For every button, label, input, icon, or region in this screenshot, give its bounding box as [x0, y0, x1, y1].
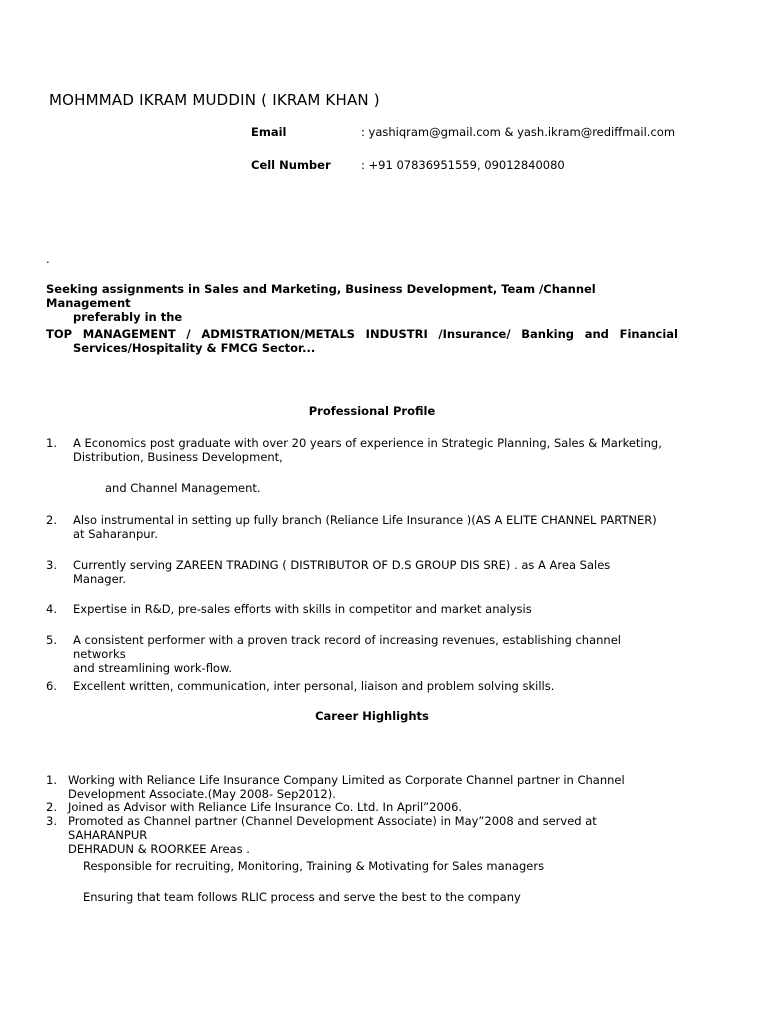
objective-line-1-text: Seeking assignments in Sales and Marketing, Business Development, Team /Channel Management — [46, 282, 596, 310]
profile-item-2 — [73, 513, 673, 541]
profile-item-3 — [73, 558, 673, 586]
career-item-1 — [68, 773, 678, 801]
objective-line-1 — [46, 282, 680, 324]
objective-line-2-cont: Services/Hospitality & FMCG Sector... — [73, 341, 316, 355]
profile-item-line: A consistent performer with a proven track record of increasing revenues, establishing channel networks — [73, 633, 621, 661]
profile-item-number: 3. — [46, 558, 57, 572]
profile-item-6: Excellent written, communication, inter personal, liaison and problem solving skills. — [73, 679, 555, 693]
email-value: : yashiqram@gmail.com & yash.ikram@rediffmail.com — [361, 125, 676, 139]
profile-item-line: Currently serving ZAREEN TRADING ( DISTRIBUTOR OF D.S GROUP DIS SRE) . as A Area Sales — [73, 558, 611, 572]
profile-item-line: Manager. — [73, 572, 127, 586]
phone-label: Cell Number — [251, 158, 331, 172]
career-note-1: Responsible for recruiting, Monitoring, Training & Motivating for Sales managers — [83, 859, 545, 873]
profile-item-1-extra: and Channel Management. — [105, 481, 261, 495]
career-item-line: Promoted as Channel partner (Channel Development Associate) in May”2008 and served at SAHARANPUR — [68, 814, 597, 842]
career-item-line: Development Associate.(May 2008- Sep2012). — [68, 787, 336, 801]
profile-item-line: Distribution, Business Development, — [73, 450, 283, 464]
career-item-line: DEHRADUN & ROORKEE Areas . — [68, 842, 250, 856]
profile-item-line: and streamlining work-flow. — [73, 661, 232, 675]
objective-line-2: TOP MANAGEMENT / ADMISTRATION/METALS INDUSTRI /Insurance/ Banking and Financial — [46, 327, 678, 341]
profile-item-1 — [73, 436, 673, 464]
career-note-2: Ensuring that team follows RLIC process and serve the best to the company — [83, 890, 521, 904]
stray-dot: . — [46, 252, 50, 266]
profile-item-number: 4. — [46, 602, 57, 616]
profile-item-4: Expertise in R&D, pre-sales efforts with skills in competitor and market analysis — [73, 602, 532, 616]
phone-value: : +91 07836951559, 09012840080 — [361, 158, 565, 172]
profile-item-number: 6. — [46, 679, 57, 693]
objective-line-1-cont: preferably in the — [73, 310, 183, 324]
profile-item-number: 1. — [46, 436, 57, 450]
career-item-2: Joined as Advisor with Reliance Life Insurance Co. Ltd. In April”2006. — [68, 800, 463, 814]
profile-item-line: Also instrumental in setting up fully branch (Reliance Life Insurance )(AS A ELITE CHANNEL PARTNER) — [73, 513, 657, 527]
profile-item-number: 5. — [46, 633, 57, 647]
professional-profile-heading: Professional Profile — [308, 404, 436, 418]
profile-item-line: at Saharanpur. — [73, 527, 158, 541]
candidate-name: MOHMMAD IKRAM MUDDIN ( IKRAM KHAN ) — [49, 91, 380, 109]
profile-item-5 — [73, 633, 673, 675]
career-item-line: Working with Reliance Life Insurance Company Limited as Corporate Channel partner in Channel — [68, 773, 625, 787]
career-highlights-heading: Career Highlights — [315, 709, 429, 723]
career-item-number: 2. — [46, 800, 57, 814]
profile-item-number: 2. — [46, 513, 57, 527]
profile-item-line: A Economics post graduate with over 20 years of experience in Strategic Planning, Sales & Marketing, — [73, 436, 662, 450]
career-item-3 — [68, 814, 678, 856]
career-item-number: 1. — [46, 773, 57, 787]
career-item-number: 3. — [46, 814, 57, 828]
email-label: Email — [251, 125, 287, 139]
